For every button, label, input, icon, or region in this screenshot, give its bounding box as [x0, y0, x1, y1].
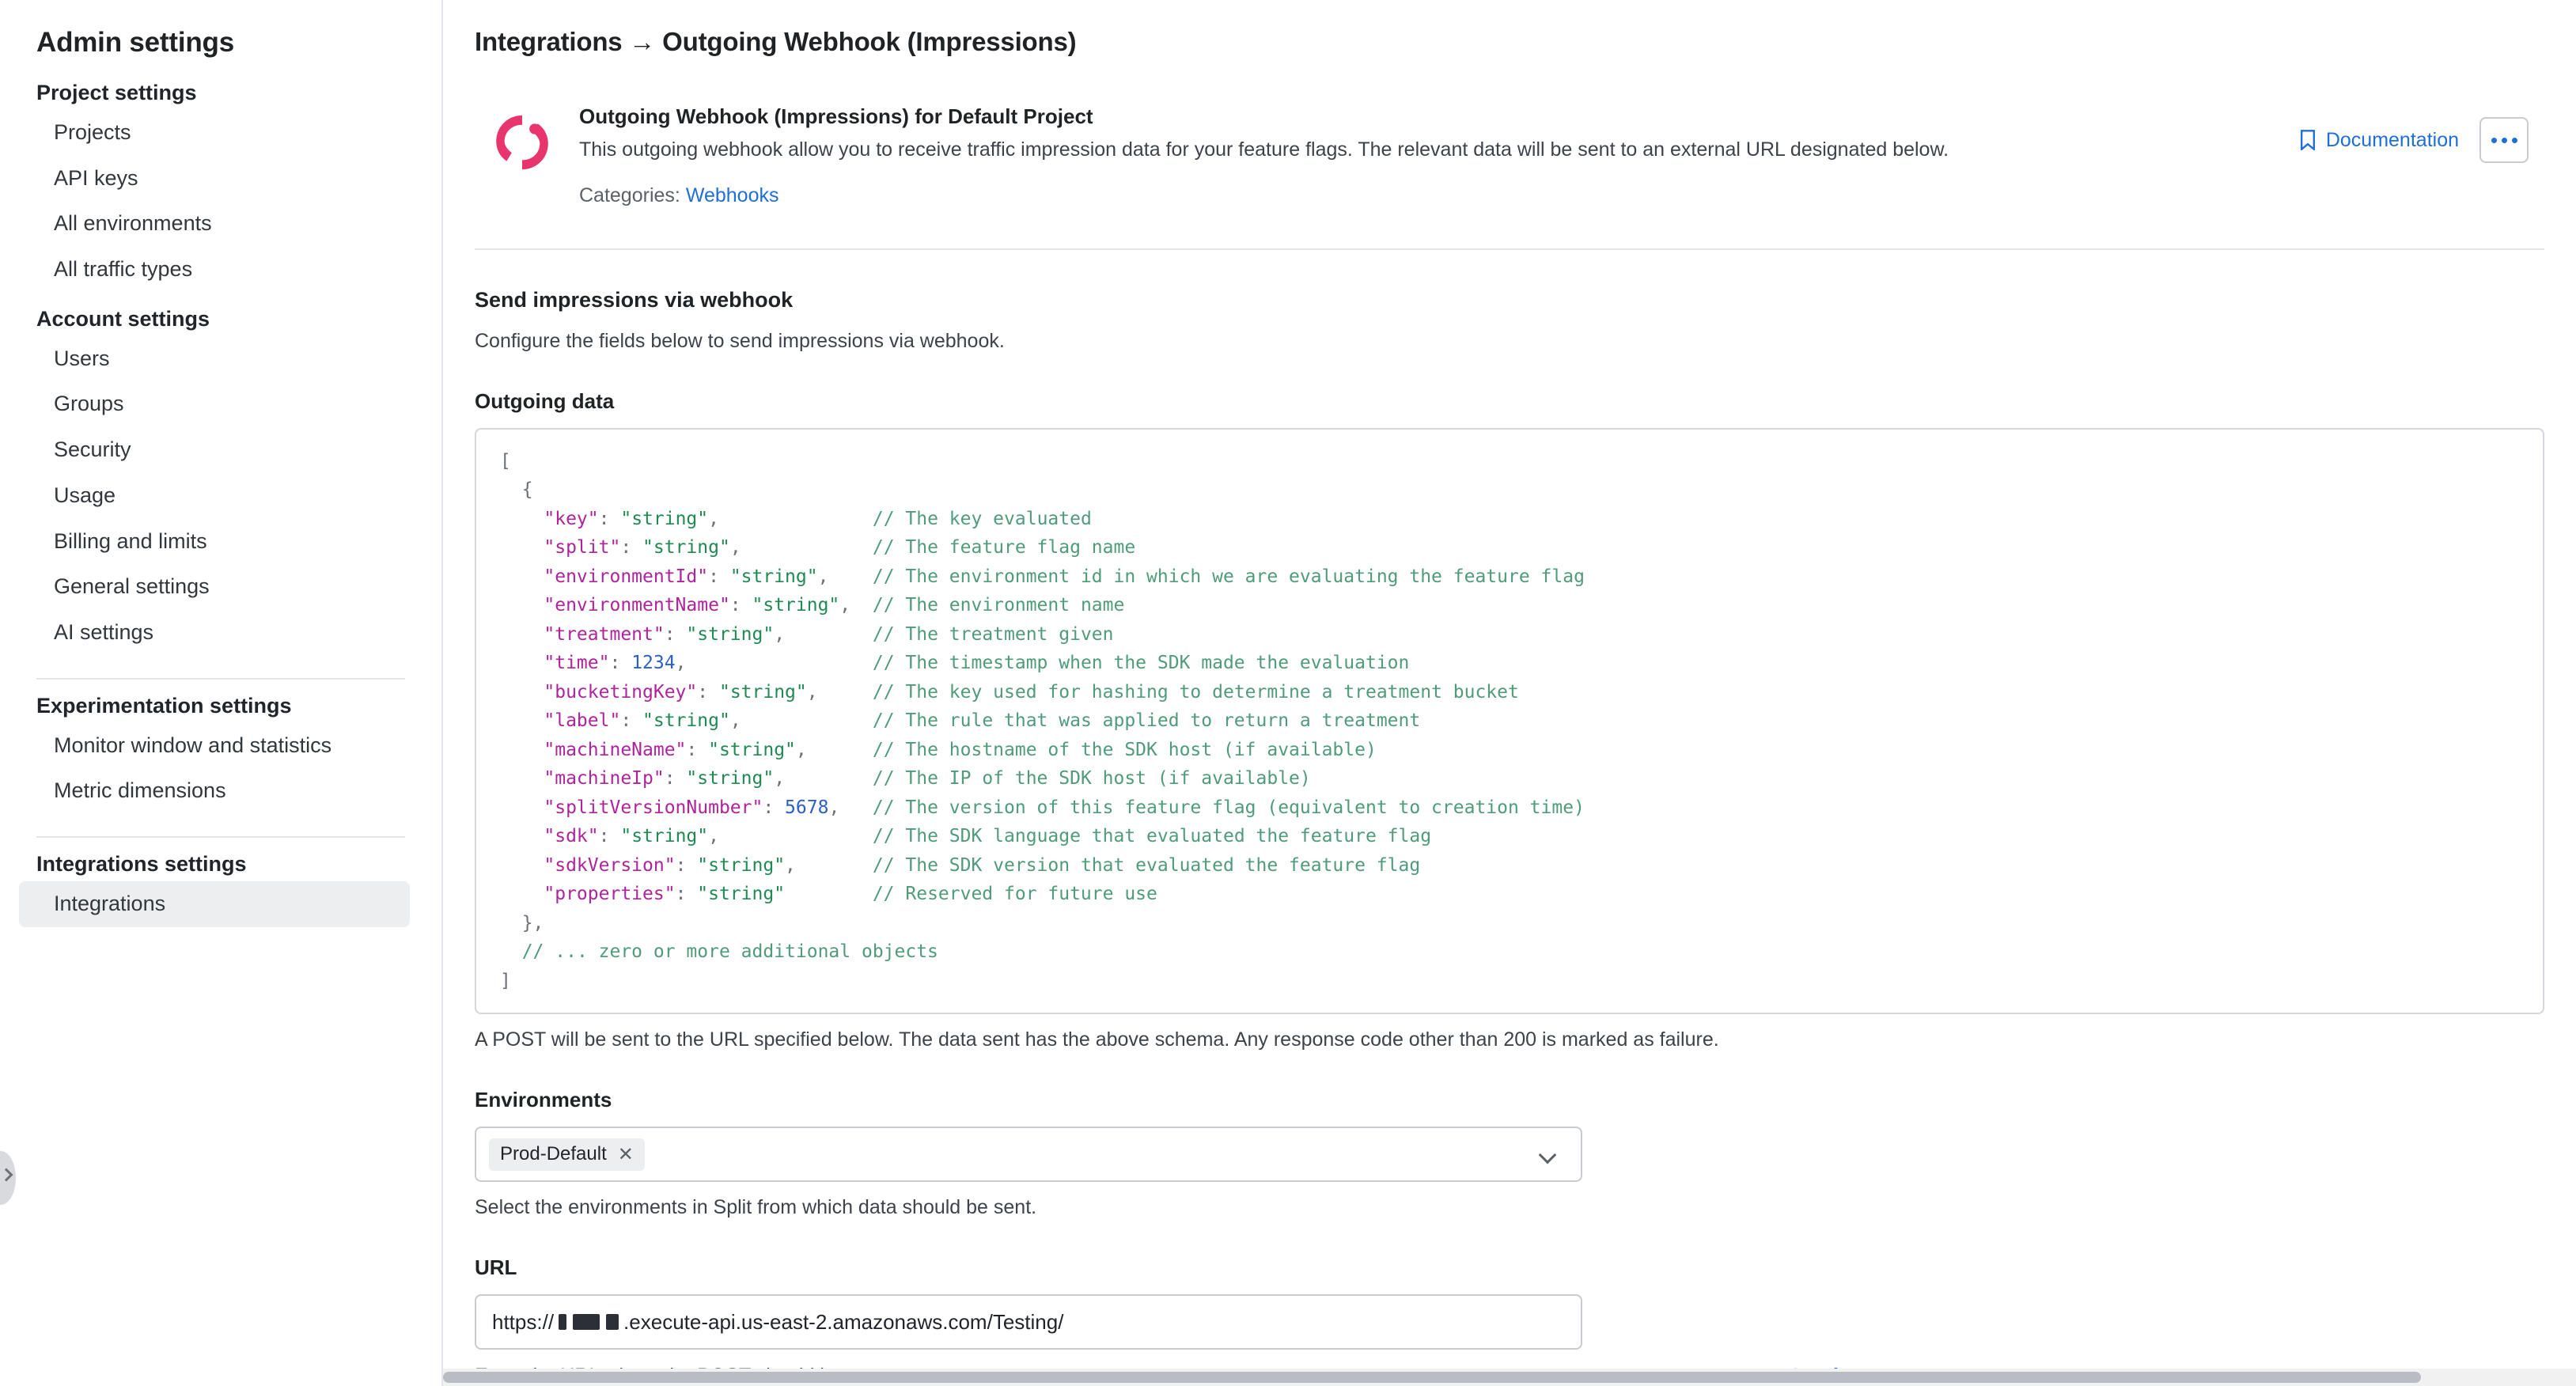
integration-header-texts	[579, 104, 2299, 207]
kebab-dot-1	[2491, 138, 2497, 143]
environments-label: Environments	[475, 1088, 612, 1112]
sidebar-section-account-settings: Account settings	[36, 306, 210, 331]
integration-header	[443, 57, 2576, 207]
sidebar-item-all-environments[interactable]: All environments	[54, 211, 212, 236]
redacted-block-1	[559, 1314, 566, 1330]
sidebar-item-billing-and-limits[interactable]: Billing and limits	[54, 528, 207, 553]
url-input[interactable]	[475, 1294, 1582, 1350]
documentation-link[interactable]	[2299, 129, 2459, 152]
horizontal-scrollbar-thumb[interactable]	[443, 1372, 2421, 1383]
header-actions	[2299, 104, 2529, 163]
documentation-label: Documentation	[2325, 128, 2459, 151]
kebab-dot-2	[2502, 138, 2507, 143]
sidebar-section-integrations-settings: Integrations settings	[36, 851, 247, 876]
sidebar-item-projects[interactable]: Projects	[54, 120, 131, 144]
post-hint: A POST will be sent to the URL specified below. The data sent has the above schema. Any response code other than 200 is marked as failure.	[475, 1028, 1719, 1051]
category-link-webhooks[interactable]: Webhooks	[685, 184, 779, 206]
url-suffix: .execute-api.us-east-2.amazonaws.com/Testing/	[623, 1309, 1064, 1334]
sidebar-item-users[interactable]: Users	[54, 346, 110, 370]
settings-content	[443, 288, 2576, 1386]
outgoing-data-label: Outgoing data	[475, 388, 615, 413]
header-divider	[475, 248, 2544, 250]
sidebar-collapse-handle[interactable]	[0, 1151, 16, 1205]
environment-chip-label: Prod-Default	[500, 1143, 607, 1165]
integration-description: This outgoing webhook allow you to receive traffic impression data for your feature flags. The relevant data will be sent to an external URL designated below.	[579, 138, 1949, 161]
sidebar-item-all-traffic-types[interactable]: All traffic types	[54, 257, 193, 282]
outgoing-data-schema: [ { "key": "string", // The key evaluated "split": "string", // The feature flag name "environmentId": "string", // The environment id in which we are evaluating the feature flag "environmentName": "string", // The environment name "treatment": "string", // The treatment given "time": 1234, // The timestamp when the SDK made the evaluation "bucketingKey": "string", // The key used for hashing to determine a treatment bucket "label": "string", // The rule that was applied to return a treatment "machineName": "string", // The hostname of the SDK host (if available) "machineIp": "string", // The IP of the SDK host (if available) "splitVersionNumber": 5678, // The version of this feature flag (equivalent to creation time) "sdk": "string", // The SDK language that evaluated the feature flag "sdkVersion": "string", // The SDK version that evaluated the feature flag "properties": "string" // Reserved for future use }, // ... zero or more additional objects ]	[475, 428, 2544, 1015]
sidebar-section-experimentation-settings: Experimentation settings	[36, 693, 292, 718]
horizontal-scrollbar-track[interactable]	[443, 1369, 2576, 1386]
sidebar-item-usage[interactable]: Usage	[54, 483, 116, 507]
sidebar-item-metric-dimensions[interactable]: Metric dimensions	[54, 778, 226, 803]
integration-categories	[579, 184, 2299, 207]
environment-chip[interactable]	[489, 1138, 645, 1171]
sidebar-section-project-settings: Project settings	[36, 81, 197, 104]
environments-hint: Select the environments in Split from which data should be sent.	[475, 1196, 1037, 1219]
categories-label: Categories:	[579, 184, 680, 206]
section-title: Send impressions via webhook	[475, 287, 794, 312]
chevron-down-icon[interactable]	[1539, 1146, 1557, 1164]
sidebar-item-monitor-window-and-statistics[interactable]: Monitor window and statistics	[54, 733, 332, 757]
url-prefix: https://	[492, 1309, 555, 1334]
kebab-dot-3	[2512, 138, 2517, 143]
integration-title: Outgoing Webhook (Impressions) for Default Project	[579, 104, 1093, 128]
sidebar-item-security[interactable]: Security	[54, 437, 131, 462]
more-options-button[interactable]	[2479, 117, 2529, 163]
main-content	[443, 0, 2576, 1386]
section-subtitle: Configure the fields below to send impressions via webhook.	[475, 329, 1005, 352]
sidebar-title: Admin settings	[36, 27, 234, 58]
sidebar-item-ai-settings[interactable]: AI settings	[54, 619, 154, 644]
redacted-block-3	[606, 1314, 619, 1330]
environments-select[interactable]	[475, 1127, 1582, 1182]
sidebar-item-api-keys[interactable]: API keys	[54, 165, 138, 190]
sidebar-item-integrations[interactable]: Integrations	[19, 881, 410, 927]
bookmark-icon	[2299, 130, 2317, 150]
redacted-block-2	[573, 1314, 600, 1330]
sidebar	[0, 0, 443, 1386]
sidebar-item-groups[interactable]: Groups	[54, 392, 124, 416]
split-logo-icon	[489, 109, 555, 176]
close-icon[interactable]: ✕	[617, 1143, 634, 1165]
sidebar-item-general-settings[interactable]: General settings	[54, 574, 210, 599]
breadcrumb: Integrations → Outgoing Webhook (Impressions)	[475, 27, 1077, 56]
url-label: URL	[475, 1255, 517, 1280]
